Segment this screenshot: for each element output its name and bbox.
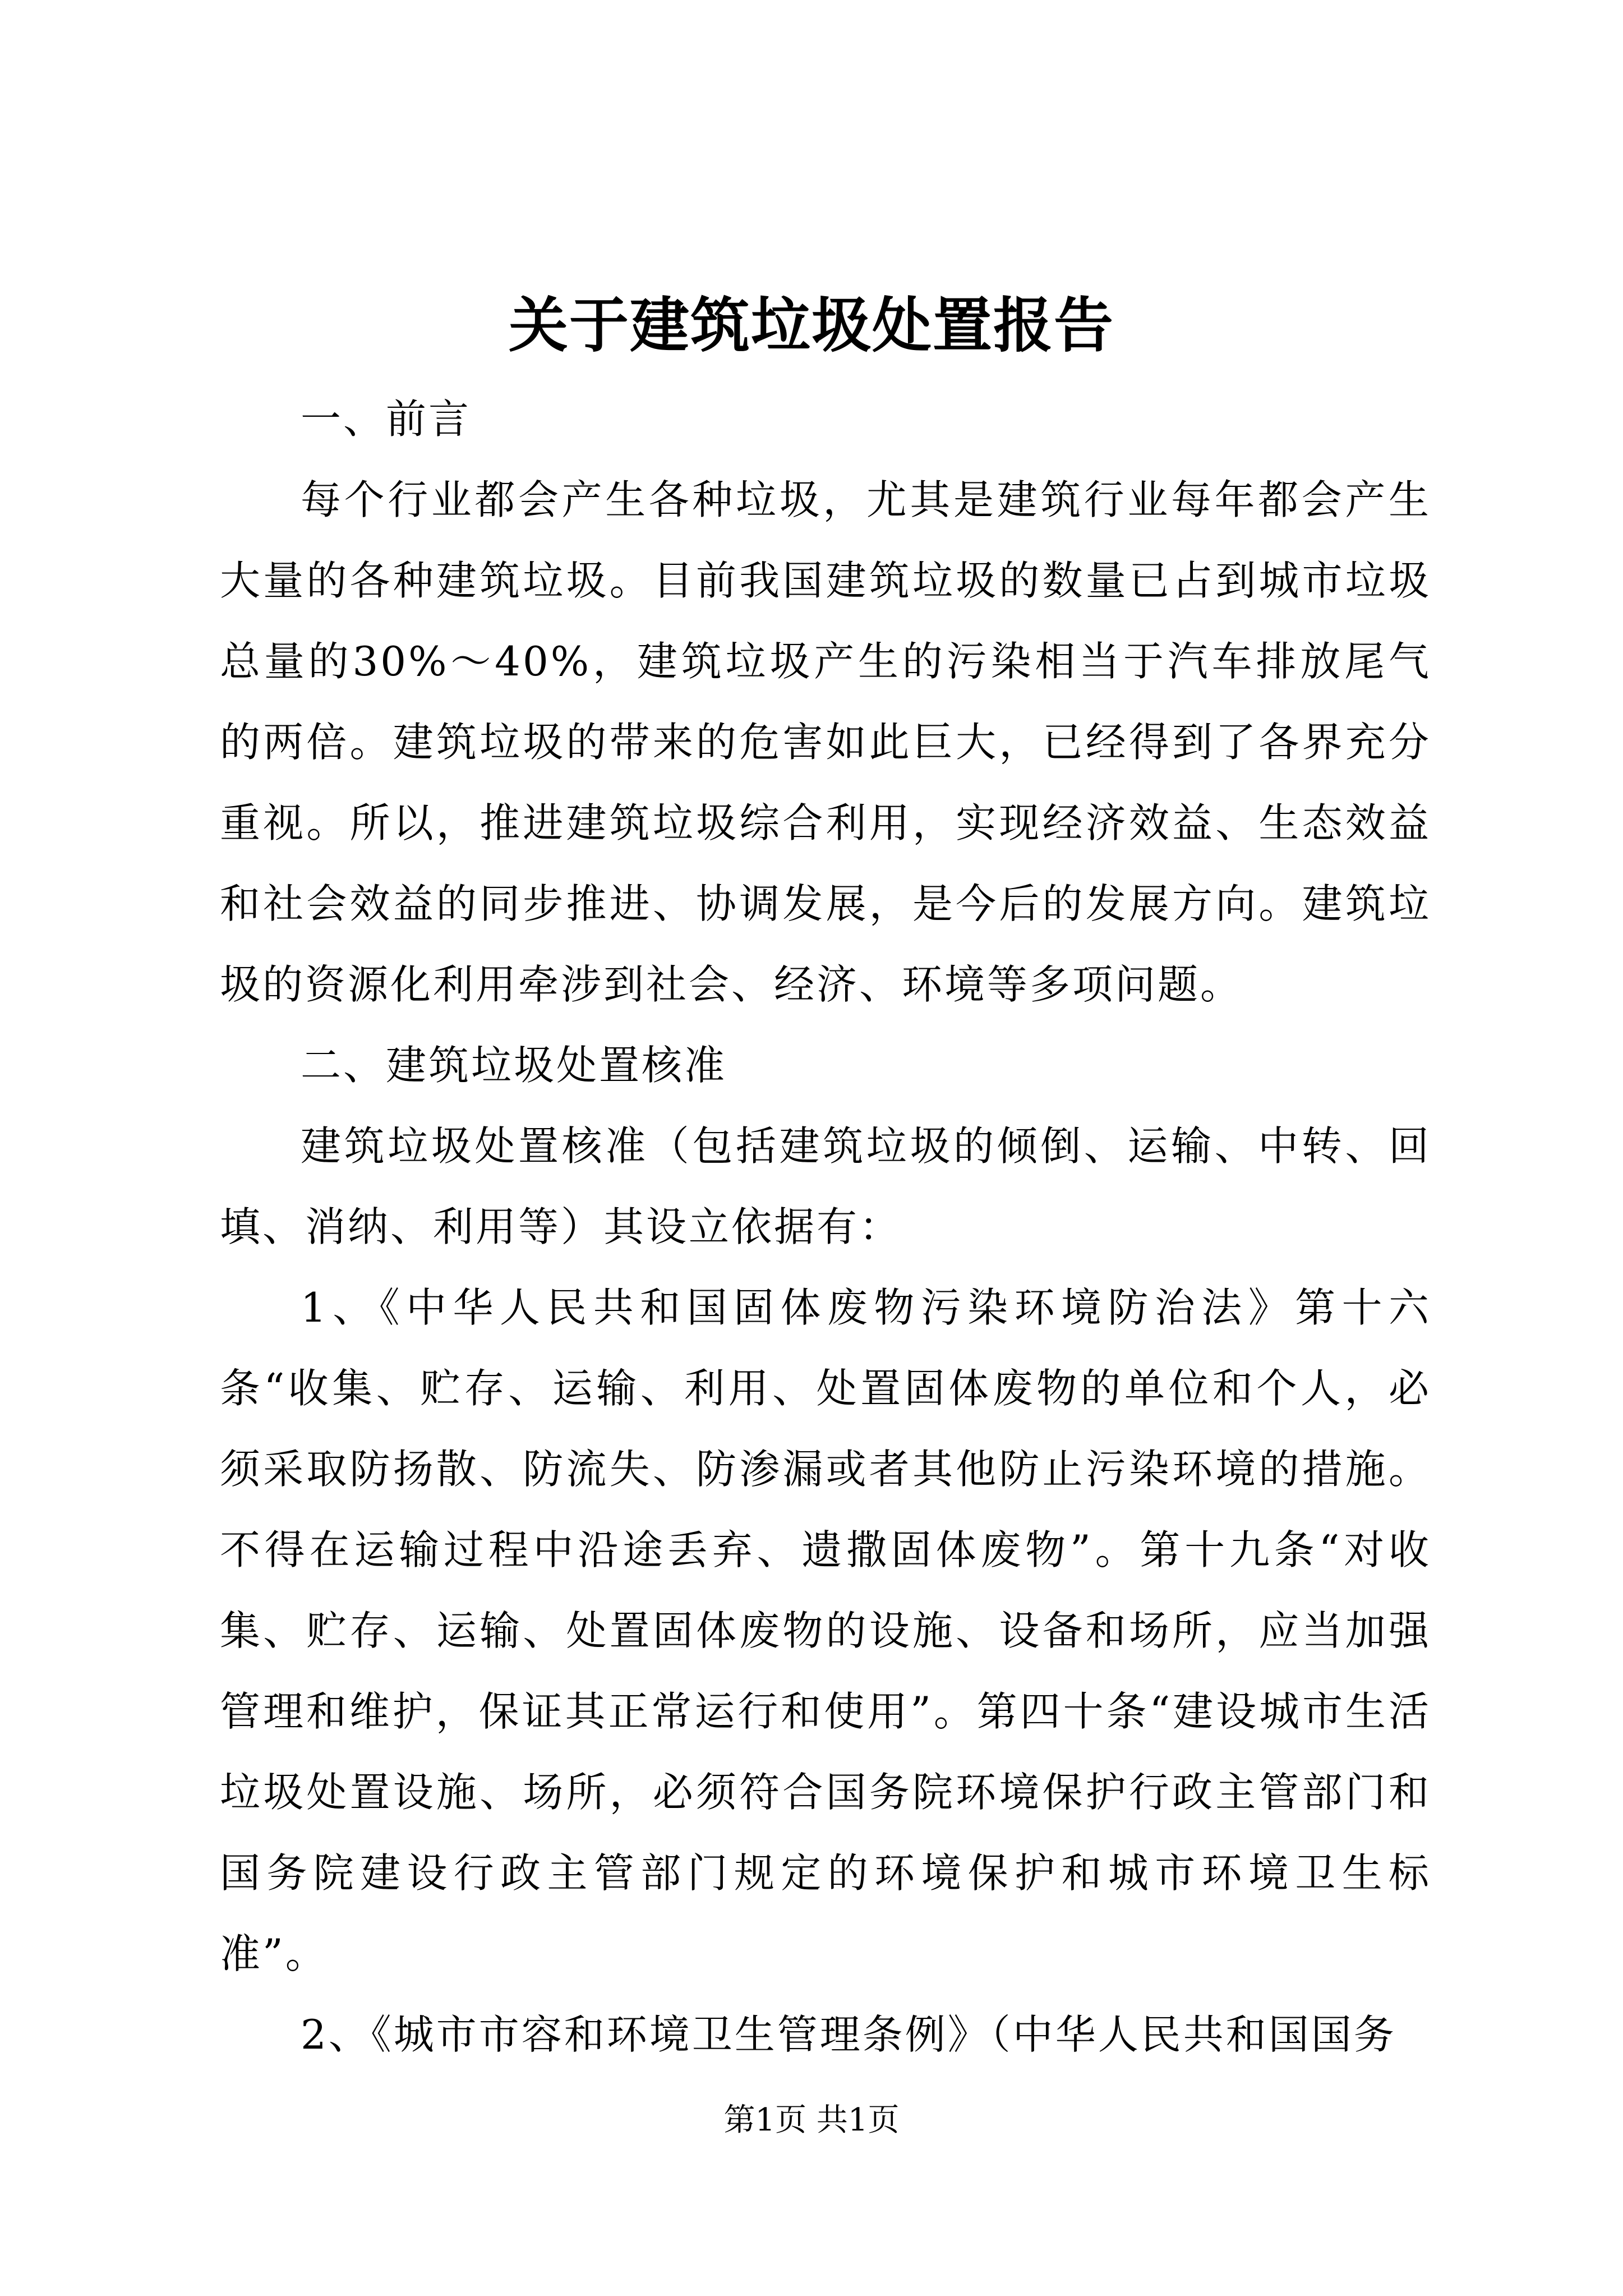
paragraph-basis-2: 2、《城市市容和环境卫生管理条例》（中华人民共和国国务 bbox=[301, 2011, 1396, 2058]
section-heading-preface: 一、前言 bbox=[301, 395, 472, 443]
document-body bbox=[220, 379, 1431, 2075]
paragraph-basis-1: 1、《中华人民共和国固体废物污染环境防治法》第十六条“收集、贮存、运输、利用、处置固体废物的单位和个人，必须采取防扬散、防流失、防渗漏或者其他防止污染环境的措施。不得在运输过程中沿途丢弃、遗撒固体废物”。第十九条“对收集、贮存、运输、处置固体废物的设施、设备和场所，应当加强管理和维护，保证其正常运行和使用”。第四十条“建设城市生活垃圾处置设施、场所，必须符合国务院环境保护行政主管部门和国务院建设行政主管部门规定的环境保护和城市环境卫生标准”。 bbox=[220, 1284, 1431, 1977]
page-footer: 第1页 共1页 bbox=[723, 2102, 900, 2138]
paragraph-preface-text: 每个行业都会产生各种垃圾，尤其是建筑行业每年都会产生大量的各种建筑垃圾。目前我国建筑垃圾的数量已占到城市垃圾总量的30%～40%，建筑垃圾产生的污染相当于汽车排放尾气的两倍。建筑垃圾的带来的危害如此巨大，已经得到了各界充分重视。所以，推进建筑垃圾综合利用，实现经济效益、生态效益和社会效益的同步推进、协调发展，是今后的发展方向。建筑垃圾的资源化利用牵涉到社会、经济、环境等多项问题。 bbox=[220, 476, 1431, 1008]
section-heading-approval: 二、建筑垃圾处置核准 bbox=[301, 1042, 727, 1089]
paragraph-approval-intro: 建筑垃圾处置核准（包括建筑垃圾的倾倒、运输、中转、回填、消纳、利用等）其设立依据有： bbox=[220, 1122, 1431, 1250]
document-title: 关于建筑垃圾处置报告 bbox=[509, 290, 1114, 360]
